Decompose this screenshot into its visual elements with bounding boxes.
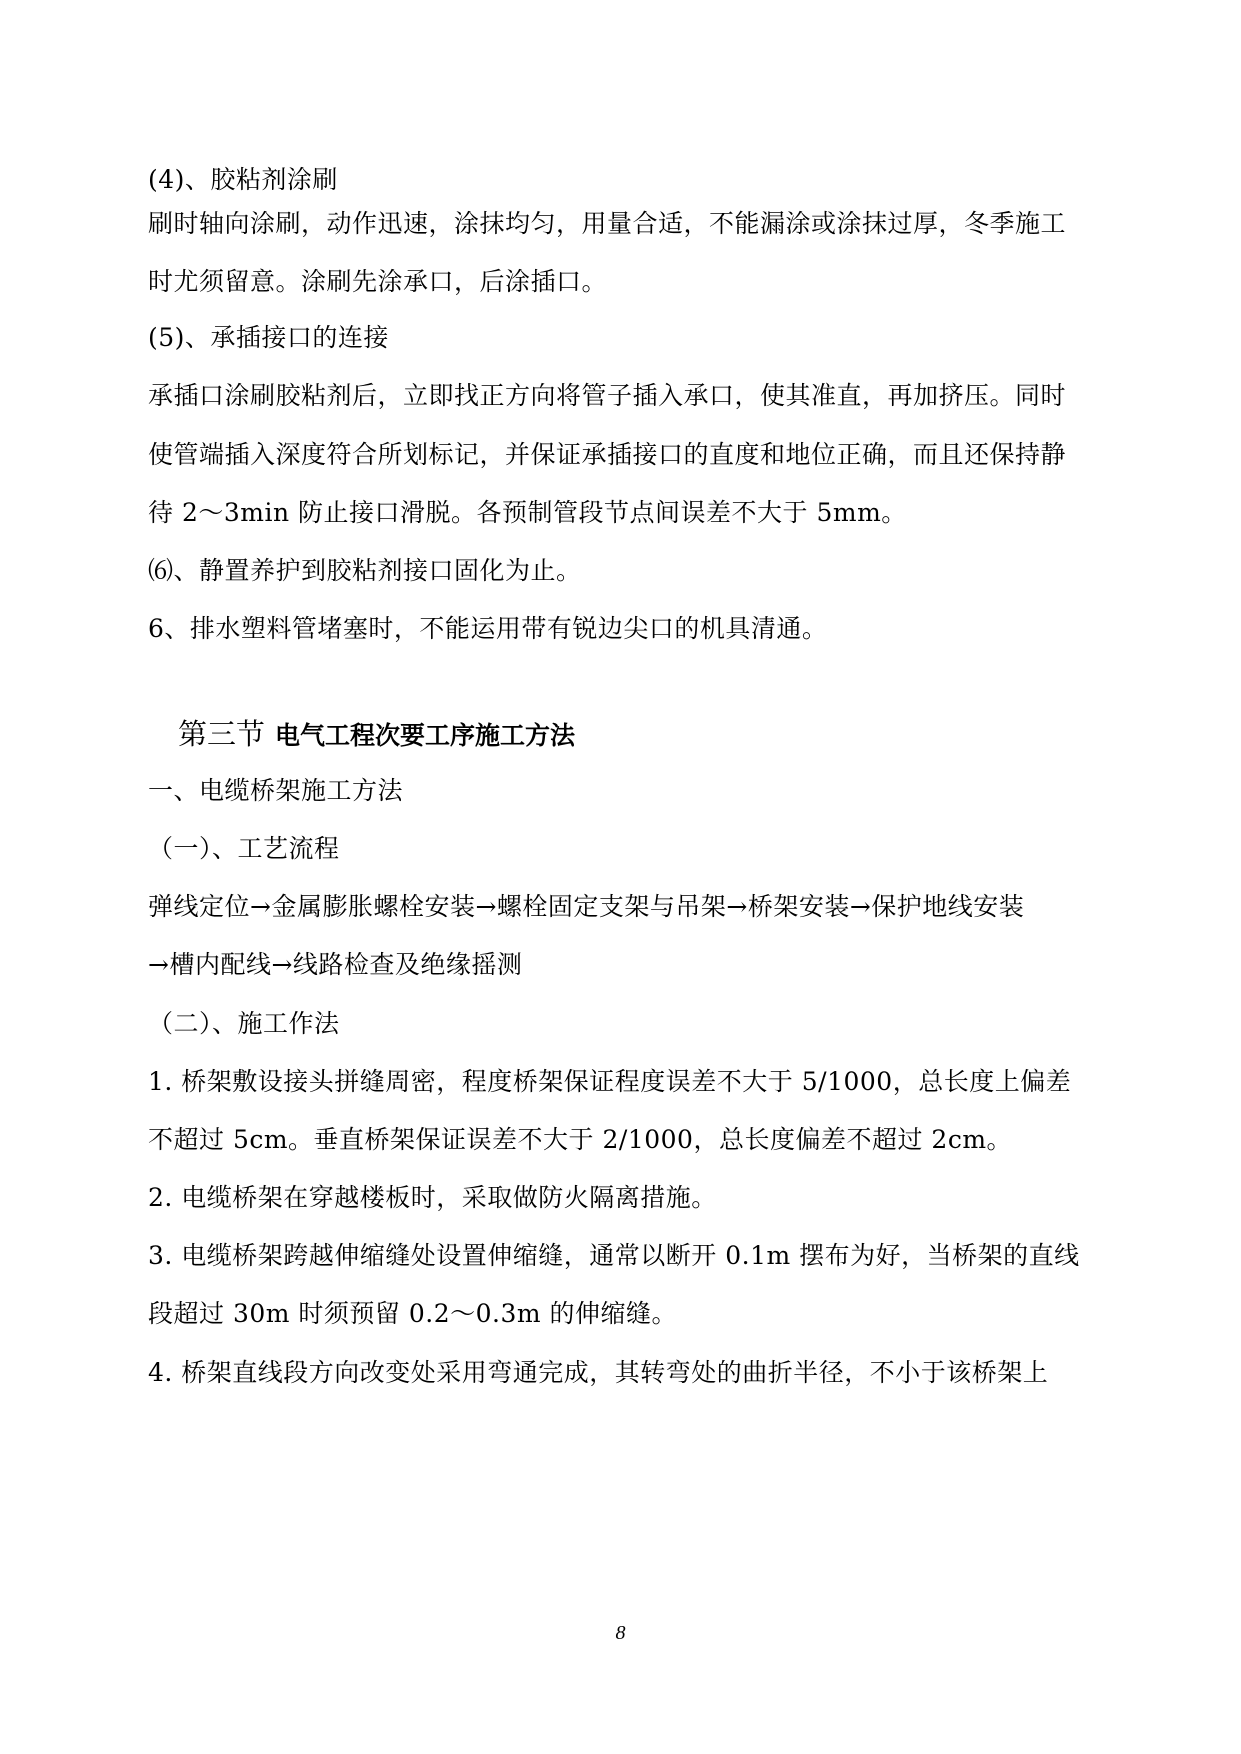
paragraph-line: 时尤须留意。涂刷先涂承口，后涂插口。 xyxy=(148,267,608,296)
section-heading xyxy=(178,716,575,757)
paragraph-line: →槽内配线→线路检查及绝缘摇测 xyxy=(148,950,523,979)
paragraph-line: 6、排水塑料管堵塞时，不能运用带有锐边尖口的机具清通。 xyxy=(148,614,828,643)
list-item: 3. 电缆桥架跨越伸缩缝处设置伸缩缝，通常以断开 0.1m 摆布为好，当桥架的直线 xyxy=(148,1241,1080,1270)
section-title: 电气工程次要工序施工方法 xyxy=(275,721,576,750)
paragraph-line: 弹线定位→金属膨胀螺栓安装→螺栓固定支架与吊架→桥架安装→保护地线安装 xyxy=(148,892,1025,921)
heading-cable-tray: 一、电缆桥架施工方法 xyxy=(148,776,404,805)
section-number: 第三节 xyxy=(178,717,266,751)
paragraph-line: 不超过 5cm。垂直桥架保证误差不大于 2/1000，总长度偏差不超过 2cm。 xyxy=(148,1125,1013,1154)
page-number: 8 xyxy=(615,1622,626,1644)
list-item: 2. 电缆桥架在穿越楼板时，采取做防火隔离措施。 xyxy=(148,1183,717,1212)
paragraph-line: 段超过 30m 时须预留 0.2～0.3m 的伸缩缝。 xyxy=(148,1299,678,1328)
paragraph-line: 刷时轴向涂刷，动作迅速，涂抹均匀，用量合适，不能漏涂或涂抹过厚，冬季施工 xyxy=(148,209,1067,238)
list-item: 1. 桥架敷设接头拼缝周密，程度桥架保证程度误差不大于 5/1000，总长度上偏差 xyxy=(148,1067,1072,1096)
subheading-socket-connection: (5)、承插接口的连接 xyxy=(148,323,389,352)
paragraph-line: 使管端插入深度符合所划标记，并保证承插接口的直度和地位正确，而且还保持静 xyxy=(148,440,1067,469)
paragraph-line: 待 2～3min 防止接口滑脱。各预制管段节点间误差不大于 5mm。 xyxy=(148,498,907,527)
paragraph-line: ⑹、静置养护到胶粘剂接口固化为止。 xyxy=(148,556,582,585)
subheading-process-flow: （一）、工艺流程 xyxy=(148,834,340,863)
list-item: 4. 桥架直线段方向改变处采用弯通完成，其转弯处的曲折半径，不小于该桥架上 xyxy=(148,1358,1049,1387)
subheading-adhesive-coating: (4)、胶粘剂涂刷 xyxy=(148,165,338,194)
subheading-construction-method: （二）、施工作法 xyxy=(148,1009,340,1038)
paragraph-line: 承插口涂刷胶粘剂后，立即找正方向将管子插入承口，使其准直，再加挤压。同时 xyxy=(148,381,1067,410)
